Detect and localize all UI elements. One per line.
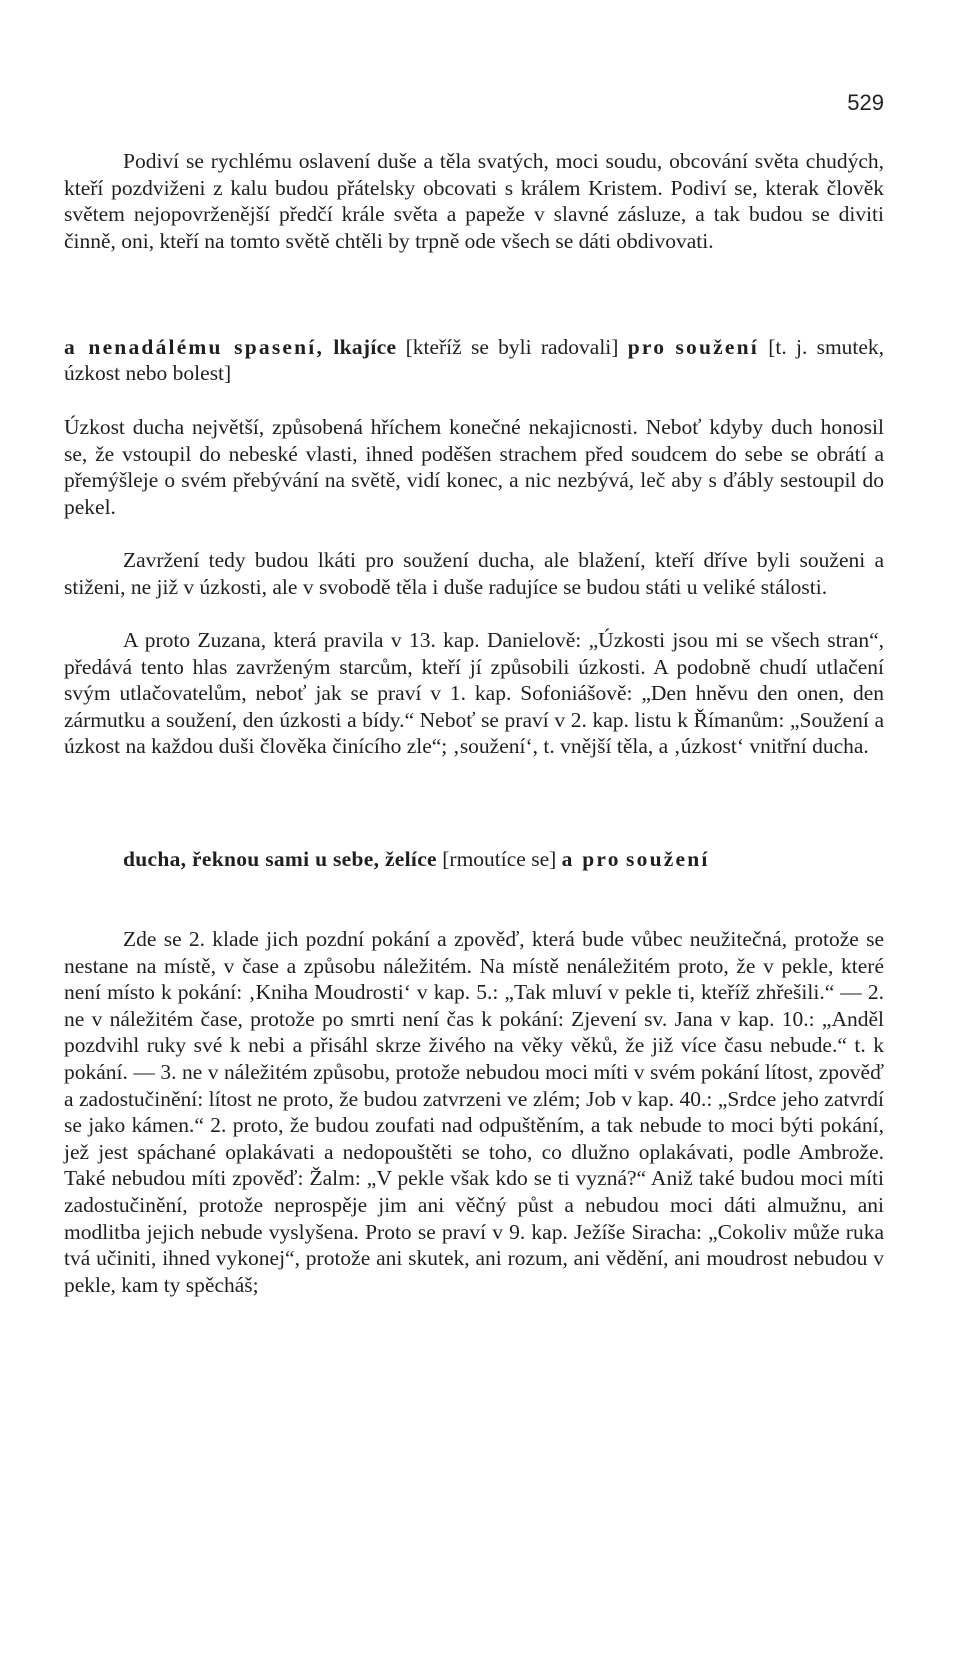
lemma-2-spaced-word: soužení [626, 847, 710, 871]
lemma-1-bold-word: lkajíce [333, 335, 397, 359]
lemma-heading-2 [64, 846, 884, 872]
paragraph-3: Zavržení tedy budou lkáti pro soužení ducha, ale blažení, kteří dříve byli souženi a stiženi, ne již v úzkosti, ale v svobodě těla i duše radujíce se budou státi u veliké stálosti. [64, 548, 884, 599]
lemma-1-gloss-2: [t. j. smutek, úzkost nebo bolest] [64, 335, 885, 385]
lemma-2-spaced-text: a pro [561, 847, 621, 871]
lemma-heading-1 [64, 334, 884, 386]
lemma-1-spaced-text: a nenadálému spasení, [64, 335, 325, 359]
lemma-1-spaced-word-pro: pro [627, 335, 667, 359]
lemma-2-gloss: [rmoutíce se] [442, 847, 557, 871]
paragraph-2: Úzkost ducha největší, způsobená hříchem konečné nekajicnosti. Neboť kdyby duch honosil se, že vstoupil do nebeské vlasti, ihned poděšen strachem před soudcem do sebe se obrátí a přemýšleje o svém přebývání na světě, vidí konec, a nic nezbývá, leč aby s ďábly sestoupil do pekel. [64, 415, 884, 519]
lemma-1-gloss: [kteříž se byli radovali] [405, 335, 619, 359]
lemma-1-spaced-word-souzeni: soužení [675, 335, 759, 359]
document-page [64, 0, 884, 1653]
paragraph-5: Zde se 2. klade jich pozdní pokání a zpověď, která bude vůbec neužitečná, protože se nestane na místě, v čase a způsobu náležitém. Na místě nenáležitém proto, že v pekle, které není místo k pokání: ‚Kniha Moudrosti‘ v kap. 5.: „Tak mluví v pekle ti, kteříž zhřešili.“ — 2. ne v náležitém čase, protože po smrti není čas k pokání: Zjevení sv. Jana v kap. 10.: „Anděl pozdvihl ruky své k nebi a přisáhl skrze živého na věky věků, že již více času nebude.“ t. k pokání. — 3. ne v náležitém způsobu, protože nebudou moci míti v svém pokání lítost, zpověď a zadostučinění: lítost ne proto, že budou zatvrzeni ve zlém; Job v kap. 40.: „Srdce jeho zatvrdí se jako kámen.“ 2. proto, že budou zoufati nad odpuštěním, a tak nebude to moci býti pokání, jež jest spáchané oplakávati a nedopouštěti se toho, co dlužno oplakávati, podle Ambrože. Také nebudou míti zpověď: Žalm: „V pekle však kdo se ti vyzná?“ Aniž také budou moci míti zadostučinění, protože neprospěje jim ani věčný půst a nebudou moci dáti almužnu, ani modlitba jejich nebude vyslyšena. Proto se praví v 9. kap. Ježíše Siracha: „Cokoliv může ruka tvá učiniti, ihned vykonej“, protože ani skutek, ani rozum, ani vědění, ani moudrost nebudou v pekle, kam ty spěcháš; [64, 927, 884, 1297]
lemma-2-bold-text: ducha, řeknou sami u sebe, želíce [123, 847, 437, 871]
paragraph-1: Podiví se rychlému oslavení duše a těla svatých, moci soudu, obcování světa chudých, kteří pozdviženi z kalu budou přátelsky obcovati s králem Kristem. Podiví se, kterak člověk světem nejopovrženější předčí krále světa a papeže v slavné zásluze, a tak budou se diviti činně, oni, kteří na tomto světě chtěli by trpně ode všech se dáti obdivovati. [64, 149, 884, 253]
page-number: 529 [847, 90, 884, 115]
paragraph-4: A proto Zuzana, která pravila v 13. kap. Danielově: „Úzkosti jsou mi se všech stran“, předává tento hlas zavrženým starcům, kteří jí způsobili úzkosti. A podobně chudí utlačení svým utlačovatelům, neboť jak se praví v 1. kap. Sofoniášově: „Den hněvu den onen, den zármutku a soužení, den úzkosti a bídy.“ Neboť se praví v 2. kap. listu k Římanům: „Soužení a úzkost na každou duši člověka činícího zle“; ‚soužení‘, t. vnější těla, a ‚úzkost‘ vnitřní ducha. [64, 628, 884, 759]
